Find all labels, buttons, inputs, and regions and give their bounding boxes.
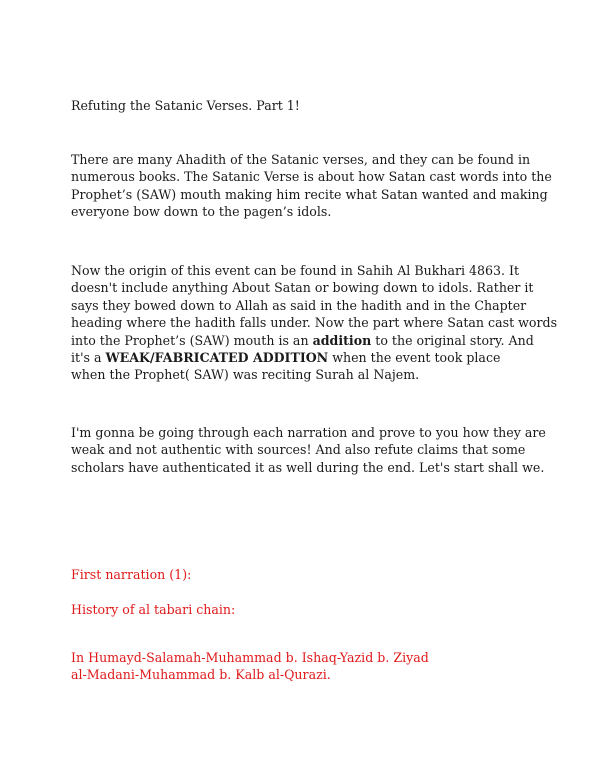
document-title: Refuting the Satanic Verses. Part 1!: [71, 98, 300, 113]
weak-addition-line: it's a WEAK/FABRICATED ADDITION when the event took place: [71, 350, 501, 366]
chain-heading: History of al tabari chain:: [71, 602, 236, 617]
intro-paragraph: There are many Ahadith of the Satanic verses, and they can be found in numerous books. The Satanic Verse is about how Satan cast words into the Prophet’s (SAW) mouth making him recite what Satan wanted and making everyone bow down to the pagen’s idols.: [71, 152, 552, 220]
narration-intro-paragraph: I'm gonna be going through each narration and prove to you how they are weak and not authentic with sources! And also refute claims that some scholars have authenticated it as well during the end. Let's start shall we.: [71, 425, 546, 475]
narration-chain: In Humayd-Salamah-Muhammad b. Ishaq-Yazid b. Ziyad al-Madani-Muhammad b. Kalb al-Qurazi.: [71, 650, 429, 683]
origin-paragraph: Now the origin of this event can be found in Sahih Al Bukhari 4863. It doesn't include anything About Satan or bowing down to idols. Rather it says they bowed down to Allah as said in the hadith and in the Chapter heading where the hadith falls under. Now the part where Satan cast words into the Prophet’s (SAW) mouth is an addition to the original story. And it's a WEAK/FABRICATED ADDITION when the event took place when the Prophet( SAW) was reciting Surah al Najem.: [71, 263, 558, 383]
addition-bold-text: addition: [312, 332, 372, 348]
addition-line: into the Prophet’s (SAW) mouth is an addition to the original story. And: [71, 332, 534, 348]
first-narration-heading: First narration (1):: [71, 567, 192, 582]
weak-fabricated-bold-text: WEAK/FABRICATED ADDITION: [105, 350, 329, 366]
